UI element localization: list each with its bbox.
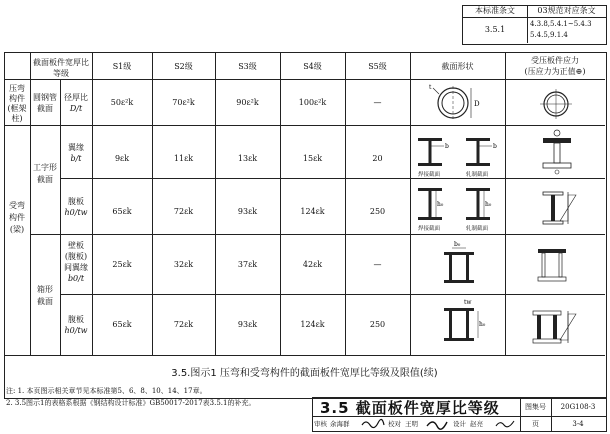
pipe-s2: 70ε²k <box>172 98 195 107</box>
pipe-section-icon <box>425 84 490 122</box>
header-stress-a: 受压板件应力 <box>531 56 579 65</box>
box-web-stress-icon <box>530 308 580 346</box>
i-section-label: 工字形 截面 <box>33 163 57 184</box>
wall-s2: 32εk <box>173 260 194 269</box>
rolled-label-2: 轧制截面 <box>466 226 489 232</box>
header-s1: S1级 <box>112 62 132 71</box>
header-s3: S3级 <box>238 62 257 71</box>
box-web-s1: 65εk <box>112 320 132 329</box>
web-s3: 93εk <box>237 207 258 216</box>
note-2: 2. 3.5图示1的表格系根据《钢结构设计标准》GB50017-2017表3.5.1的补充。 <box>6 399 256 407</box>
rolled-label-1: 轧制截面 <box>466 172 489 178</box>
designer-signature <box>494 417 518 429</box>
box-wall-icon <box>440 240 490 288</box>
pipe-section-label: 圆钢管 截面 <box>33 93 57 113</box>
web-s4: 124εk <box>300 207 325 216</box>
pipe-s4: 100ε²k <box>298 98 327 107</box>
wall-s3: 37εk <box>237 260 258 269</box>
svg-text:b₀: b₀ <box>454 241 461 248</box>
note-1: 注: 1. 本页图示相关章节见本标准第5、6、8、10、14、17章。 <box>6 387 207 395</box>
box-web-s2: 72εk <box>173 320 194 329</box>
box-web-s3: 93εk <box>237 320 258 329</box>
flange-stress-icon <box>540 128 574 174</box>
header-s2: S2级 <box>174 62 193 71</box>
atlas-label: 图集号 <box>525 403 546 411</box>
box-web-s4: 124εk <box>300 320 325 329</box>
review-label: 审核 <box>314 420 327 428</box>
figure-caption: 3.5.图示1 压弯和受弯构件的截面板件宽厚比等级及限值(续) <box>171 368 438 379</box>
box-section-label: 箱形 截面 <box>37 285 53 306</box>
checker-name: 王明 <box>405 420 418 428</box>
reviewer-signature <box>360 417 386 429</box>
welded-label-2: 焊接截面 <box>418 226 441 232</box>
svg-text:h₀: h₀ <box>479 321 486 328</box>
rolled-i-flange-icon <box>462 136 502 170</box>
box-web-icon <box>440 298 490 348</box>
header-s5: S5级 <box>368 62 387 71</box>
box-web-part-label: 腹板 h0/tw <box>64 315 88 335</box>
pipe-s3: 90ε²k <box>236 98 259 107</box>
svg-text:tw: tw <box>464 299 472 306</box>
header-s4: S4级 <box>303 62 322 71</box>
pipe-stress-icon <box>538 88 574 120</box>
wall-s5: — <box>373 260 382 269</box>
page-label: 页 <box>532 420 539 428</box>
flange-s5: 20 <box>372 154 383 163</box>
web-part-label: 腹板 h0/tw <box>64 197 88 217</box>
pipe-s5: — <box>373 98 382 107</box>
page-number: 3-4 <box>572 420 584 428</box>
ref-header-2: 03规范对应条文 <box>537 6 596 15</box>
web-s5: 250 <box>369 207 386 216</box>
ref-value-1: 3.5.1 <box>484 25 506 34</box>
welded-i-web-icon <box>414 186 454 224</box>
flange-part-label: 翼缘 b/t <box>68 143 84 163</box>
check-label: 校对 <box>388 420 401 428</box>
svg-text:t: t <box>429 84 432 91</box>
label-compress-bend-member: 压弯 构件 (框架 柱) <box>7 84 27 123</box>
header-category: 截面板件宽厚比等级 <box>33 58 89 78</box>
svg-text:h₀: h₀ <box>437 201 444 208</box>
welded-i-flange-icon <box>414 136 454 170</box>
svg-text:b: b <box>493 143 497 150</box>
flange-s1: 9εk <box>114 154 130 163</box>
svg-text:D: D <box>474 100 480 108</box>
rolled-i-web-icon <box>462 186 502 224</box>
ref-header-1: 本标准条文 <box>475 6 515 15</box>
box-web-s5: 250 <box>369 320 386 329</box>
web-s2: 72εk <box>173 207 194 216</box>
design-label: 设计 <box>453 420 466 428</box>
checker-signature <box>425 417 451 429</box>
ref-value-2a: 4.3.8,5.4.1~5.4.3 <box>530 20 592 28</box>
header-stress-b: (压应力为正值⊕) <box>524 67 586 76</box>
sheet-title: 3.5 截面板件宽厚比等级 <box>320 399 500 417</box>
box-wall-stress-icon <box>535 246 575 284</box>
welded-label-1: 焊接截面 <box>418 172 441 178</box>
reviewer-name: 余海群 <box>330 420 350 428</box>
flange-s3: 13εk <box>237 154 258 163</box>
label-bending-member: 受弯 构件 (梁) <box>9 201 25 234</box>
header-shape: 截面形状 <box>441 62 474 71</box>
wall-s1: 25εk <box>112 260 132 269</box>
flange-s4: 15εk <box>302 154 323 163</box>
ref-value-2b: 5.4.5,9.1.4 <box>530 31 568 39</box>
svg-text:h₀: h₀ <box>485 201 492 208</box>
atlas-number: 20G108-3 <box>560 403 596 411</box>
web-s1: 65εk <box>112 207 132 216</box>
flange-s2: 11εk <box>173 154 194 163</box>
web-stress-icon <box>540 188 580 228</box>
wall-part-label: 壁板 (腹板) 间翼缘 b0/t <box>64 241 88 283</box>
designer-name: 赵亮 <box>470 420 483 428</box>
svg-text:b: b <box>445 143 449 150</box>
pipe-part-label: 径厚比 D/t <box>64 93 88 113</box>
wall-s4: 42εk <box>302 260 323 269</box>
pipe-s1: 50ε²k <box>110 98 134 107</box>
